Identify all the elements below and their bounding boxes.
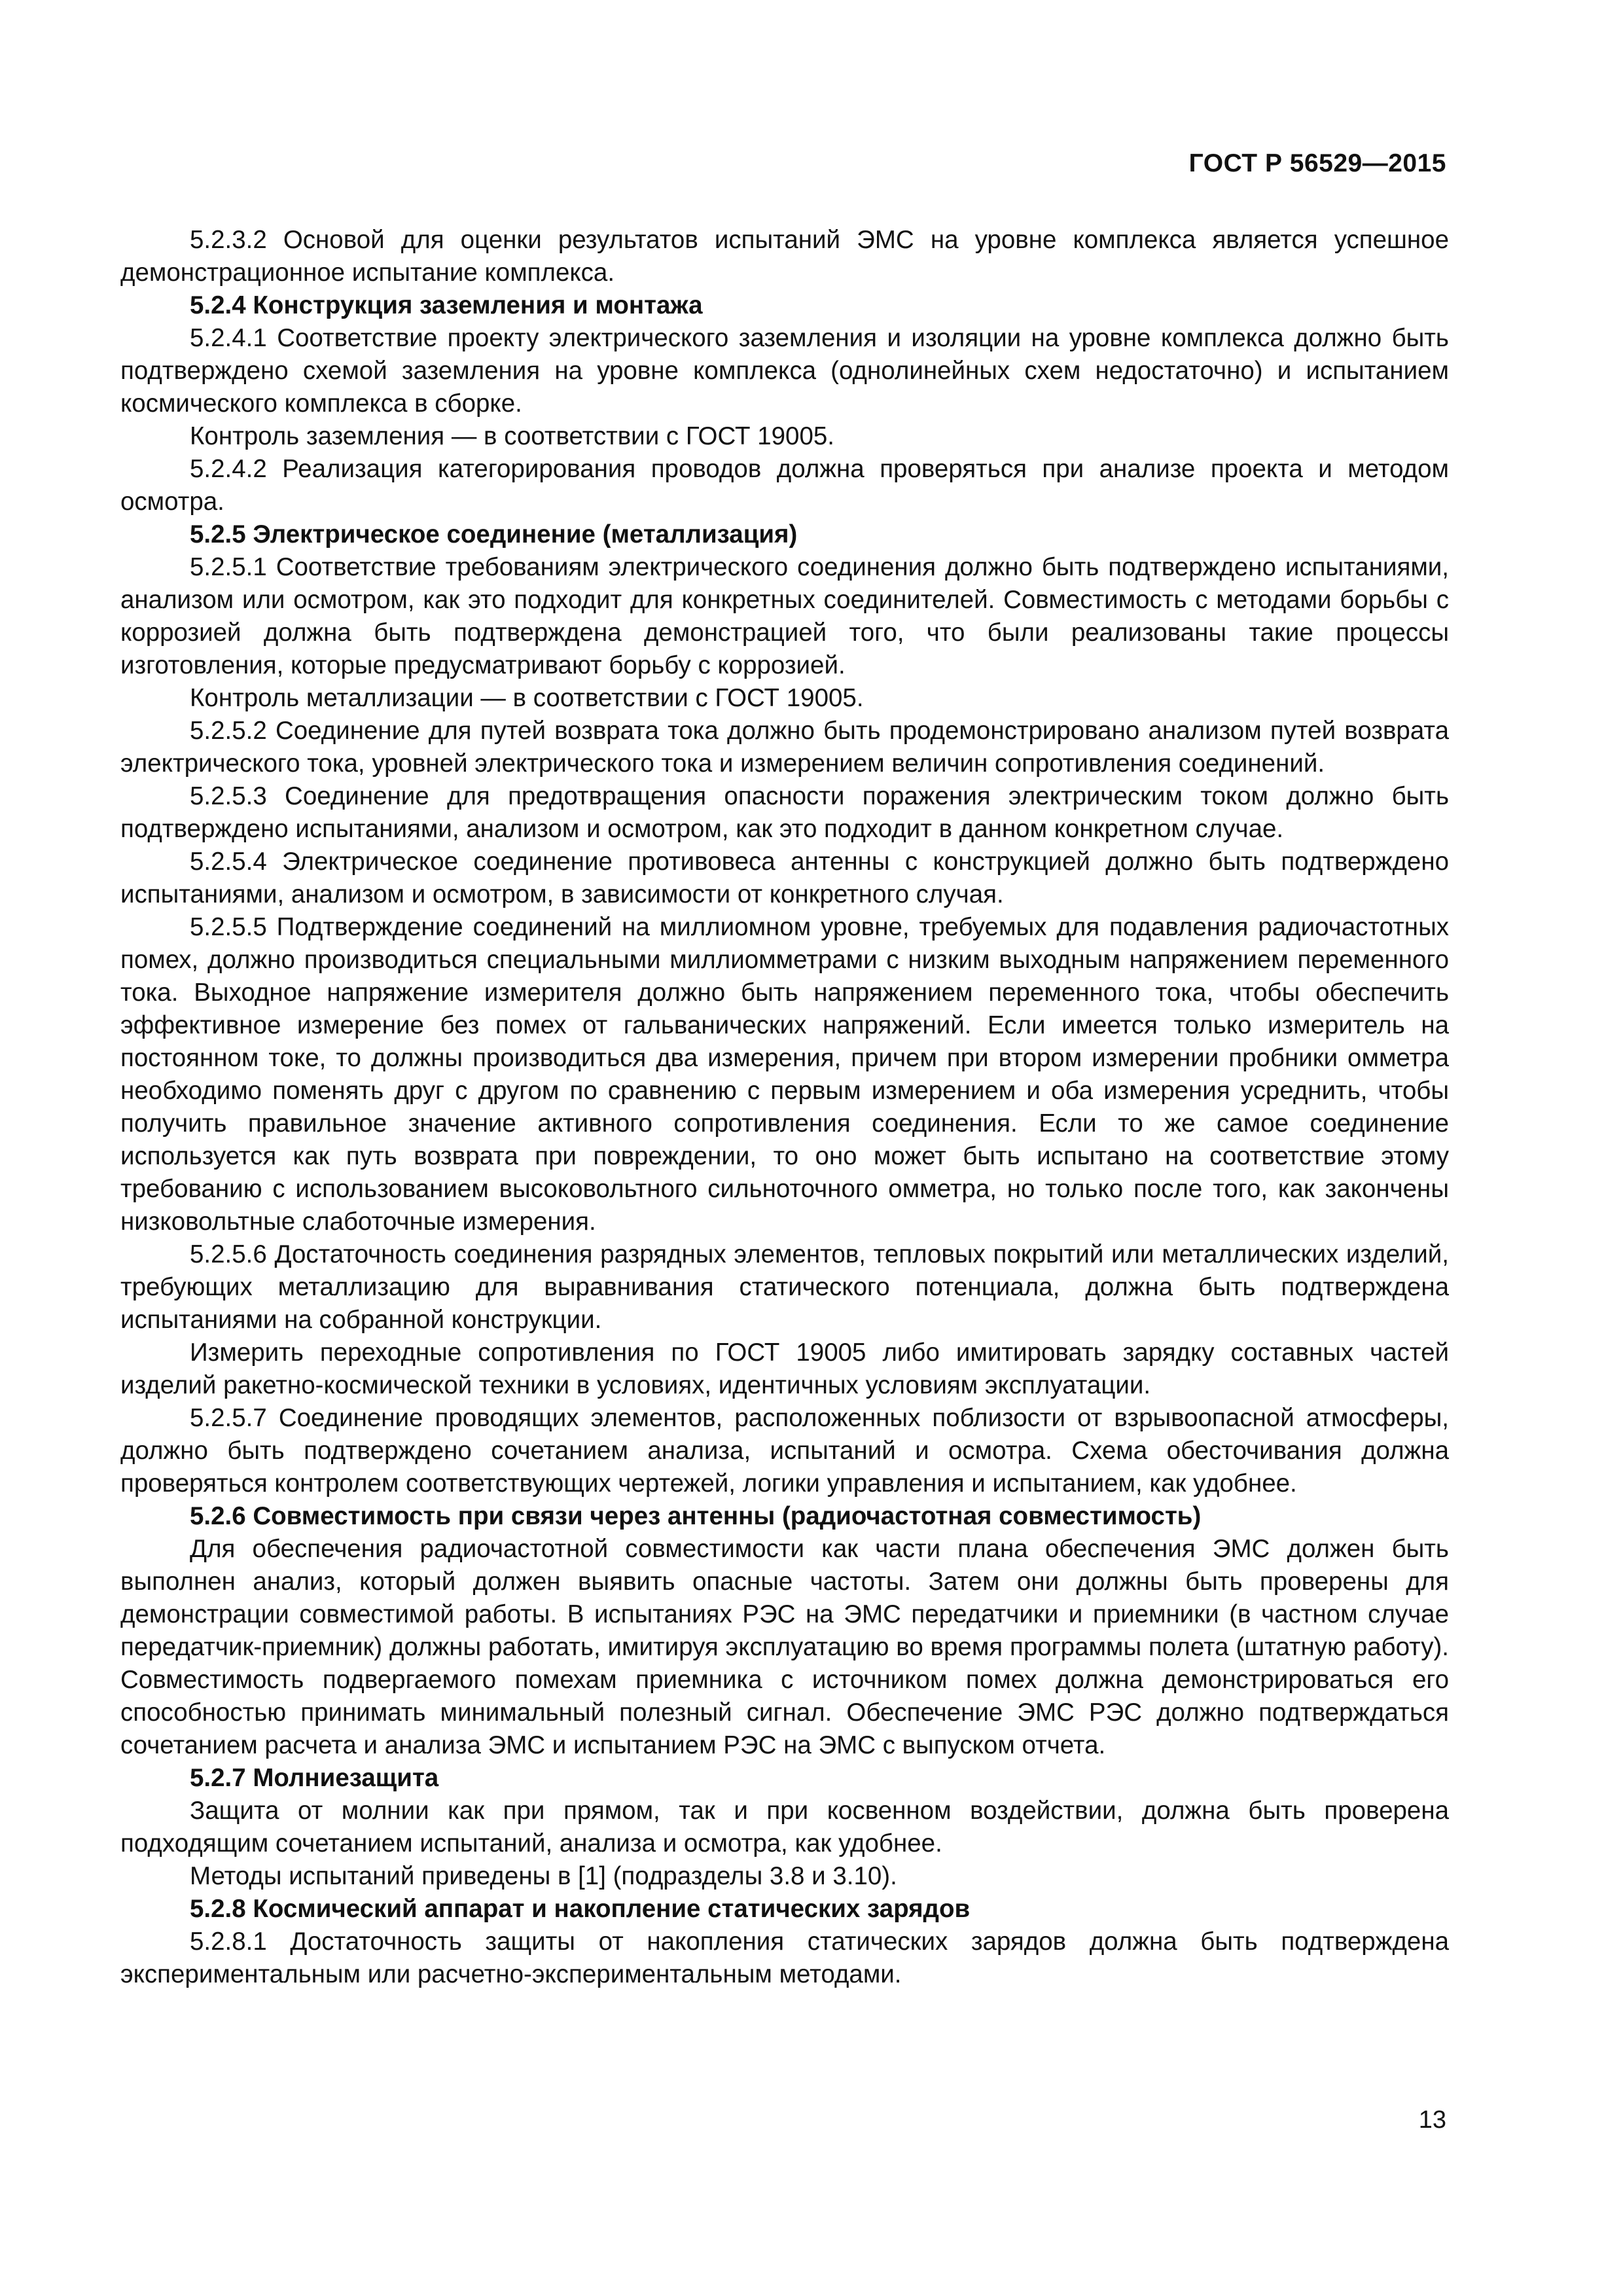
- section-heading-5-2-5: 5.2.5 Электрическое соединение (металлизация): [190, 520, 798, 548]
- section-heading-5-2-8: 5.2.8 Космический аппарат и накопление статических зарядов: [190, 1895, 971, 1923]
- paragraph-5-2-3-2: 5.2.3.2 Основой для оценки результатов испытаний ЭМС на уровне комплекса является успешное демонстрационное испытание комплекса.: [120, 226, 1449, 287]
- paragraph-rf-compatibility: Для обеспечения радиочастотной совместимости как части плана обеспечения ЭМС должен быть выполнен анализ, который должен выявить опасные частоты. Затем они должны быть проверены для демонстрации совместимой работы. В испытаниях РЭС на ЭМС передатчики и приемники (в частном случае передатчик-приемник) должны работать, имитируя эксплуатацию во время программы полета (штатную работу). Совместимость подвергаемого помехам приемника с источником помех должна демонстрироваться его способностью принимать минимальный полезный сигнал. Обеспечение ЭМС РЭС должно подтверждаться сочетанием расчета и анализа ЭМС и испытанием РЭС на ЭМС с выпуском отчета.: [120, 1535, 1449, 1759]
- document-body: [120, 224, 1449, 1991]
- paragraph-5-2-5-6: 5.2.5.6 Достаточность соединения разрядных элементов, тепловых покрытий или металлических изделий, требующих металлизацию для выравнивания статического потенциала, должна быть подтверждена испытаниями на собранной конструкции.: [120, 1240, 1449, 1334]
- paragraph-5-2-5-3: 5.2.5.3 Соединение для предотвращения опасности поражения электрическим током должно быть подтверждено испытаниями, анализом и осмотром, как это подходит в данном конкретном случае.: [120, 782, 1449, 843]
- paragraph-5-2-4-2: 5.2.4.2 Реализация категорирования проводов должна проверяться при анализе проекта и методом осмотра.: [120, 455, 1449, 516]
- paragraph-5-2-4-1: 5.2.4.1 Соответствие проекту электрического заземления и изоляции на уровне комплекса должно быть подтверждено схемой заземления на уровне комплекса (однолинейных схем недостаточно) и испытанием космического комплекса в сборке.: [120, 324, 1449, 418]
- paragraph-5-2-5-1: 5.2.5.1 Соответствие требованиям электрического соединения должно быть подтверждено испытаниями, анализом или осмотром, как это подходит для конкретных соединителей. Совместимость с методами борьбы с коррозией должна быть подтверждена демонстрацией того, что были реализованы такие процессы изготовления, которые предусматривают борьбу с коррозией.: [120, 553, 1449, 679]
- section-heading-5-2-4: 5.2.4 Конструкция заземления и монтажа: [190, 291, 703, 319]
- document-header: ГОСТ Р 56529—2015: [1188, 149, 1446, 177]
- page-number: 13: [1418, 2106, 1446, 2134]
- paragraph-5-2-5-7: 5.2.5.7 Соединение проводящих элементов, расположенных поблизости от взрывоопасной атмосферы, должно быть подтверждено сочетанием анализа, испытаний и осмотра. Схема обесточивания должна проверяться контролем соответствующих чертежей, логики управления и испытанием, как удобнее.: [120, 1404, 1449, 1498]
- paragraph-5-2-8-1: 5.2.8.1 Достаточность защиты от накопления статических зарядов должна быть подтверждена экспериментальным или расчетно-экспериментальным методами.: [120, 1928, 1449, 1988]
- paragraph-metallization-control: Контроль металлизации — в соответствии с ГОСТ 19005.: [190, 684, 864, 712]
- section-heading-5-2-7: 5.2.7 Молниезащита: [190, 1764, 439, 1792]
- paragraph-transition-resistance: Измерить переходные сопротивления по ГОСТ 19005 либо имитировать зарядку составных частей изделий ракетно-космической техники в условиях, идентичных условиям эксплуатации.: [120, 1338, 1449, 1399]
- paragraph-test-methods: Методы испытаний приведены в [1] (подразделы 3.8 и 3.10).: [190, 1862, 897, 1890]
- paragraph-5-2-5-2: 5.2.5.2 Соединение для путей возврата тока должно быть продемонстрировано анализом путей возврата электрического тока, уровней электрического тока и измерением величин сопротивления соединений.: [120, 717, 1449, 778]
- paragraph-grounding-control: Контроль заземления — в соответствии с ГОСТ 19005.: [190, 422, 834, 450]
- paragraph-5-2-5-4: 5.2.5.4 Электрическое соединение противовеса антенны с конструкцией должно быть подтверждено испытаниями, анализом и осмотром, в зависимости от конкретного случая.: [120, 848, 1449, 908]
- section-heading-5-2-6: 5.2.6 Совместимость при связи через антенны (радиочастотная совместимость): [190, 1502, 1202, 1530]
- paragraph-lightning-protection: Защита от молнии как при прямом, так и при косвенном воздействии, должна быть проверена подходящим сочетанием испытаний, анализа и осмотра, как удобнее.: [120, 1797, 1449, 1857]
- paragraph-5-2-5-5: 5.2.5.5 Подтверждение соединений на миллиомном уровне, требуемых для подавления радиочастотных помех, должно производиться специальными миллиомметрами с низким выходным напряжением переменного тока. Выходное напряжение измерителя должно быть напряжением переменного тока, чтобы обеспечить эффективное измерение без помех от гальванических напряжений. Если имеется только измеритель на постоянном токе, то должны производиться два измерения, причем при втором измерении пробники омметра необходимо поменять друг с другом по сравнению с первым измерением и оба измерения усреднить, чтобы получить правильное значение активного сопротивления соединения. Если то же самое соединение используется как путь возврата при повреждении, то оно может быть испытано на соответствие этому требованию с использованием высоковольтного сильноточного омметра, но только после того, как закончены низковольтные слаботочные измерения.: [120, 913, 1449, 1236]
